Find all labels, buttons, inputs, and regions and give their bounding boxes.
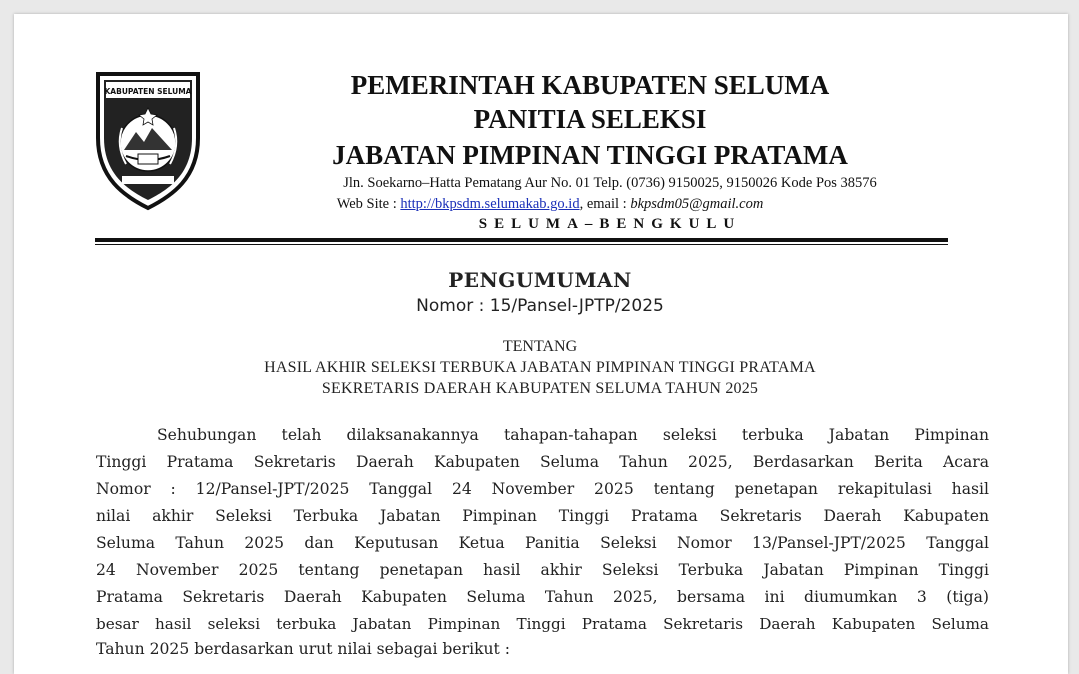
letterhead-region: SELUMA–BENGKULU [478,216,742,232]
announcement-title: PENGUMUMAN [448,268,632,292]
website-link[interactable]: http://bkpsdm.selumakab.go.id [400,196,580,212]
body-line: Seluma Tahun 2025 dan Keputusan Ketua Panitia Seleksi Nomor 13/Pansel-JPT/2025 Tanggal [96,534,989,552]
body-line: 24 November 2025 tentang penetapan hasil akhir Seleksi Terbuka Jabatan Pimpinan Tinggi [96,561,989,579]
body-line: nilai akhir Seleksi Terbuka Jabatan Pimpinan Tinggi Pratama Sekretaris Daerah Kabupaten [96,507,989,525]
body-line: Pratama Sekretaris Daerah Kabupaten Seluma Tahun 2025, bersama ini diumumkan 3 (tiga) [96,588,989,606]
announcement-subject-line-2: SEKRETARIS DAERAH KABUPATEN SELUMA TAHUN 2025 [321,380,759,397]
body-line: Nomor : 12/Pansel-JPT/2025 Tanggal 24 November 2025 tentang penetapan rekapitulasi hasil [96,480,989,498]
letterhead-divider-thick [95,238,948,242]
announcement-about-label: TENTANG [502,338,578,355]
announcement-subject-line-1: HASIL AKHIR SELEKSI TERBUKA JABATAN PIMPINAN TINGGI PRATAMA [264,359,816,376]
letterhead-contact [180,196,920,213]
letterhead-divider-thin [95,244,948,245]
svg-text:KABUPATEN SELUMA: KABUPATEN SELUMA [104,87,192,96]
email-label: , email : [579,196,627,212]
body-line: besar hasil seleksi terbuka Jabatan Pimpinan Tinggi Pratama Sekretaris Daerah Kabupaten Seluma [96,615,989,633]
email-address[interactable]: bkpsdm05@gmail.com [630,196,764,212]
body-line: Sehubungan telah dilaksanakannya tahapan-tahapan seleksi terbuka Jabatan Pimpinan [157,426,989,444]
website-label: Web Site : [336,196,397,212]
seluma-regency-emblem-icon [92,68,204,212]
letterhead-line-committee: PANITIA SELEKSI [473,104,707,134]
announcement-number: Nomor : 15/Pansel-JPTP/2025 [416,296,664,316]
body-line: Tahun 2025 berdasarkan urut nilai sebagai berikut : [96,640,511,658]
letterhead-line-government: PEMERINTAH KABUPATEN SELUMA [350,70,830,100]
letterhead-line-position: JABATAN PIMPINAN TINGGI PRATAMA [332,140,848,170]
letterhead-address: Jln. Soekarno–Hatta Pematang Aur No. 01 Telp. (0736) 9150025, 9150026 Kode Pos 38576 [343,175,877,191]
body-line: Tinggi Pratama Sekretaris Daerah Kabupaten Seluma Tahun 2025, Berdasarkan Berita Acara [96,453,989,471]
